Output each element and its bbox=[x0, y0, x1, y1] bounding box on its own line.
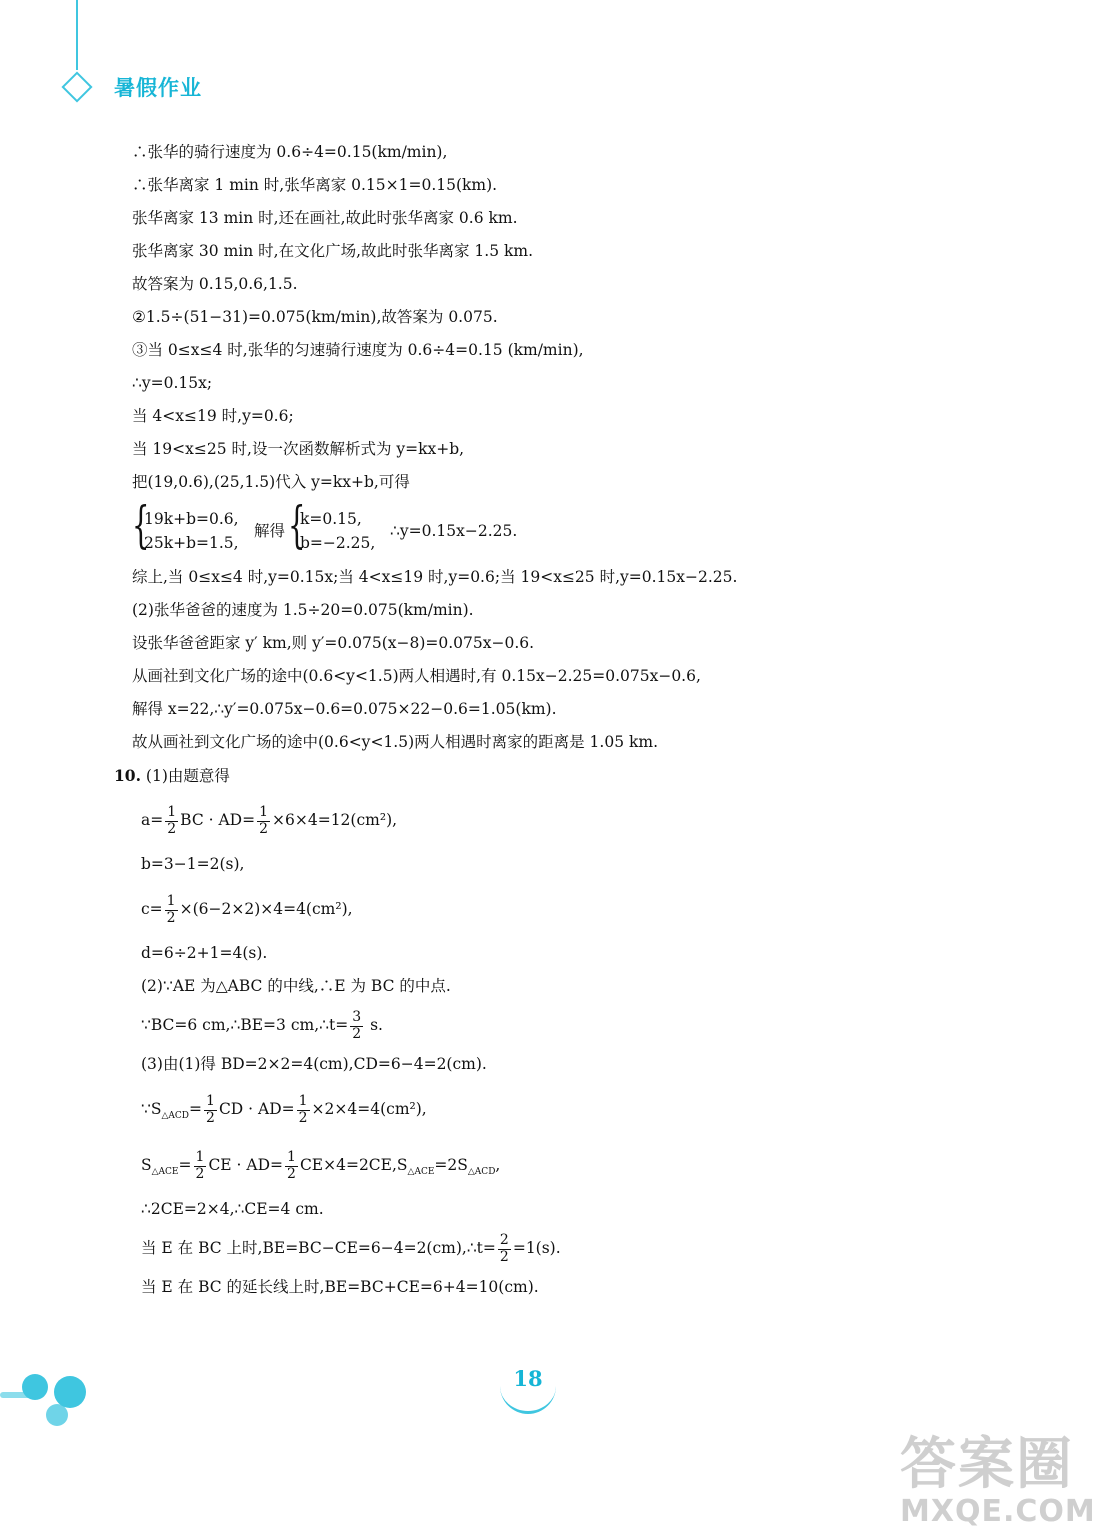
eq-text: =1(s). bbox=[512, 1239, 561, 1257]
eq-text: ∵BC=6 cm,∴BE=3 cm,∴t= bbox=[141, 1016, 349, 1034]
numerator: 3 bbox=[352, 1009, 362, 1026]
numerator: 1 bbox=[195, 1149, 205, 1166]
eq-text: CE×4=2CE,S bbox=[299, 1156, 408, 1174]
text-line: ∴张华的骑行速度为 0.6÷4=0.15(km/min), bbox=[132, 143, 448, 161]
numerator: 1 bbox=[167, 804, 177, 821]
decor-bubble-icon bbox=[46, 1404, 68, 1426]
equation-b: b=3−1=2(s), bbox=[141, 855, 245, 873]
eq-subscript: △ACE bbox=[151, 1167, 179, 1178]
equation-s-ace bbox=[132, 1137, 1012, 1193]
text-line: 解得 x=22,∴y′=0.075x−0.6=0.075×22−0.6=1.05(km). bbox=[132, 700, 557, 718]
question-10-heading bbox=[114, 759, 1012, 792]
eq-text: 当 E 在 BC 上时,BE=BC−CE=6−4=2(cm),∴t= bbox=[141, 1239, 496, 1257]
denominator: 2 bbox=[206, 1109, 215, 1126]
text-line: ②1.5÷(51−31)=0.075(km/min),故答案为 0.075. bbox=[132, 308, 498, 326]
equation-a bbox=[132, 792, 1012, 848]
fraction bbox=[285, 1150, 298, 1182]
text-line: 从画社到文化广场的途中(0.6<y<1.5)两人相遇时,有 0.15x−2.25=0.075x−0.6, bbox=[132, 667, 701, 685]
numerator: 2 bbox=[499, 1232, 509, 1249]
numerator: 1 bbox=[166, 893, 176, 910]
denominator: 2 bbox=[166, 909, 176, 926]
eq-text: CE · AD= bbox=[208, 1156, 284, 1174]
text-line: 当 19<x≤25 时,设一次函数解析式为 y=kx+b, bbox=[132, 440, 465, 458]
eq-subscript: △ACE bbox=[407, 1167, 435, 1178]
numerator: 1 bbox=[259, 804, 269, 821]
eq-text: BC · AD= bbox=[180, 811, 256, 829]
fraction bbox=[498, 1233, 511, 1265]
text-line: (2)张华爸爸的速度为 1.5÷20=0.075(km/min). bbox=[132, 601, 474, 619]
denominator: 2 bbox=[167, 820, 177, 837]
page-number: 18 bbox=[513, 1366, 543, 1391]
equation-ce: ∴2CE=2×4,∴CE=4 cm. bbox=[141, 1200, 324, 1218]
equation-s-acd bbox=[132, 1081, 1012, 1137]
eq-text: c= bbox=[141, 900, 163, 918]
header-diamond-icon bbox=[61, 71, 92, 102]
eq-text: ×2×4=4(cm²), bbox=[311, 1100, 427, 1118]
eq-text: ×(6−2×2)×4=4(cm²), bbox=[179, 900, 353, 918]
watermark-logo-text: 答案圈 bbox=[900, 1432, 1074, 1497]
eq-text: a= bbox=[141, 811, 164, 829]
decor-stem-icon bbox=[0, 1392, 40, 1398]
eq-text: =2S bbox=[434, 1156, 468, 1174]
system-eq-2: 25k+b=1.5, bbox=[144, 534, 239, 552]
text-line: 故答案为 0.15,0.6,1.5. bbox=[132, 275, 298, 293]
text-line: ∴y=0.15x; bbox=[132, 374, 213, 392]
text-line: 张华离家 13 min 时,还在画社,故此时张华离家 0.6 km. bbox=[132, 209, 518, 227]
equation-e-on-bc bbox=[132, 1226, 1012, 1271]
fraction bbox=[204, 1094, 217, 1126]
eq-text: = bbox=[178, 1156, 192, 1174]
system-left bbox=[144, 507, 239, 555]
system-right bbox=[300, 507, 375, 555]
equation-c bbox=[132, 881, 1012, 937]
part-2-line: (2)∵AE 为△ABC 的中线,∴E 为 BC 的中点. bbox=[141, 977, 451, 995]
denominator: 2 bbox=[499, 1248, 509, 1265]
equation-e-extension: 当 E 在 BC 的延长线上时,BE=BC+CE=6+4=10(cm). bbox=[141, 1278, 539, 1296]
eq-subscript: △ACD bbox=[467, 1167, 496, 1178]
page-header-title: 暑假作业 bbox=[114, 76, 202, 100]
part-3-line: (3)由(1)得 BD=2×2=4(cm),CD=6−4=2(cm). bbox=[141, 1055, 487, 1073]
denominator: 2 bbox=[195, 1165, 205, 1182]
solution-body bbox=[114, 136, 1012, 1304]
solve-label: 解得 bbox=[254, 522, 286, 540]
numerator: 1 bbox=[298, 1093, 308, 1110]
denominator: 2 bbox=[287, 1165, 296, 1182]
denominator: 2 bbox=[352, 1025, 362, 1042]
left-brace-icon: { bbox=[288, 496, 306, 554]
fraction bbox=[297, 1094, 310, 1126]
eq-text: ×6×4=12(cm²), bbox=[272, 811, 398, 829]
denominator: 2 bbox=[298, 1109, 308, 1126]
numerator: 1 bbox=[206, 1093, 215, 1110]
text-line: ∴张华离家 1 min 时,张华离家 0.15×1=0.15(km). bbox=[132, 176, 498, 194]
left-brace-icon: { bbox=[132, 496, 150, 554]
fraction bbox=[165, 805, 178, 837]
text-line: 故从画社到文化广场的途中(0.6<y<1.5)两人相遇时离家的距离是 1.05 km. bbox=[132, 733, 659, 751]
text-line: 张华离家 30 min 时,在文化广场,故此时张华离家 1.5 km. bbox=[132, 242, 534, 260]
numerator: 1 bbox=[287, 1149, 296, 1166]
text-line: 当 4<x≤19 时,y=0.6; bbox=[132, 407, 294, 425]
fraction bbox=[350, 1010, 363, 1042]
system-eq-1: 19k+b=0.6, bbox=[144, 510, 239, 528]
eq-text: S bbox=[141, 1156, 152, 1174]
system-sol-2: b=−2.25, bbox=[300, 534, 376, 552]
watermark bbox=[900, 1420, 1096, 1529]
eq-text: , bbox=[495, 1156, 501, 1174]
watermark-url: MXQE.COM bbox=[900, 1494, 1096, 1529]
text-line: 把(19,0.6),(25,1.5)代入 y=kx+b,可得 bbox=[132, 473, 410, 491]
fraction bbox=[165, 894, 178, 926]
equation-be bbox=[132, 1003, 1012, 1048]
part-1-label: (1)由题意得 bbox=[145, 767, 230, 785]
eq-text: = bbox=[189, 1100, 203, 1118]
question-number: 10. bbox=[114, 766, 141, 785]
eq-subscript: △ACD bbox=[161, 1111, 190, 1122]
eq-text: CD · AD= bbox=[218, 1100, 295, 1118]
text-line: 设张华爸爸距家 y′ km,则 y′=0.075(x−8)=0.075x−0.6. bbox=[132, 634, 535, 652]
system-result: ∴y=0.15x−2.25. bbox=[390, 522, 518, 540]
eq-text: ∵S bbox=[141, 1100, 162, 1118]
denominator: 2 bbox=[259, 820, 269, 837]
text-line: ③当 0≤x≤4 时,张华的匀速骑行速度为 0.6÷4=0.15 (km/min), bbox=[132, 341, 584, 359]
header-decor-line bbox=[76, 0, 78, 70]
equation-d: d=6÷2+1=4(s). bbox=[141, 944, 268, 962]
fraction bbox=[194, 1150, 207, 1182]
equation-system bbox=[132, 496, 1012, 561]
eq-text: s. bbox=[370, 1016, 383, 1034]
fraction bbox=[257, 805, 270, 837]
system-sol-1: k=0.15, bbox=[300, 510, 362, 528]
text-line: 综上,当 0≤x≤4 时,y=0.15x;当 4<x≤19 时,y=0.6;当 19<x≤25 时,y=0.15x−2.25. bbox=[132, 568, 738, 586]
